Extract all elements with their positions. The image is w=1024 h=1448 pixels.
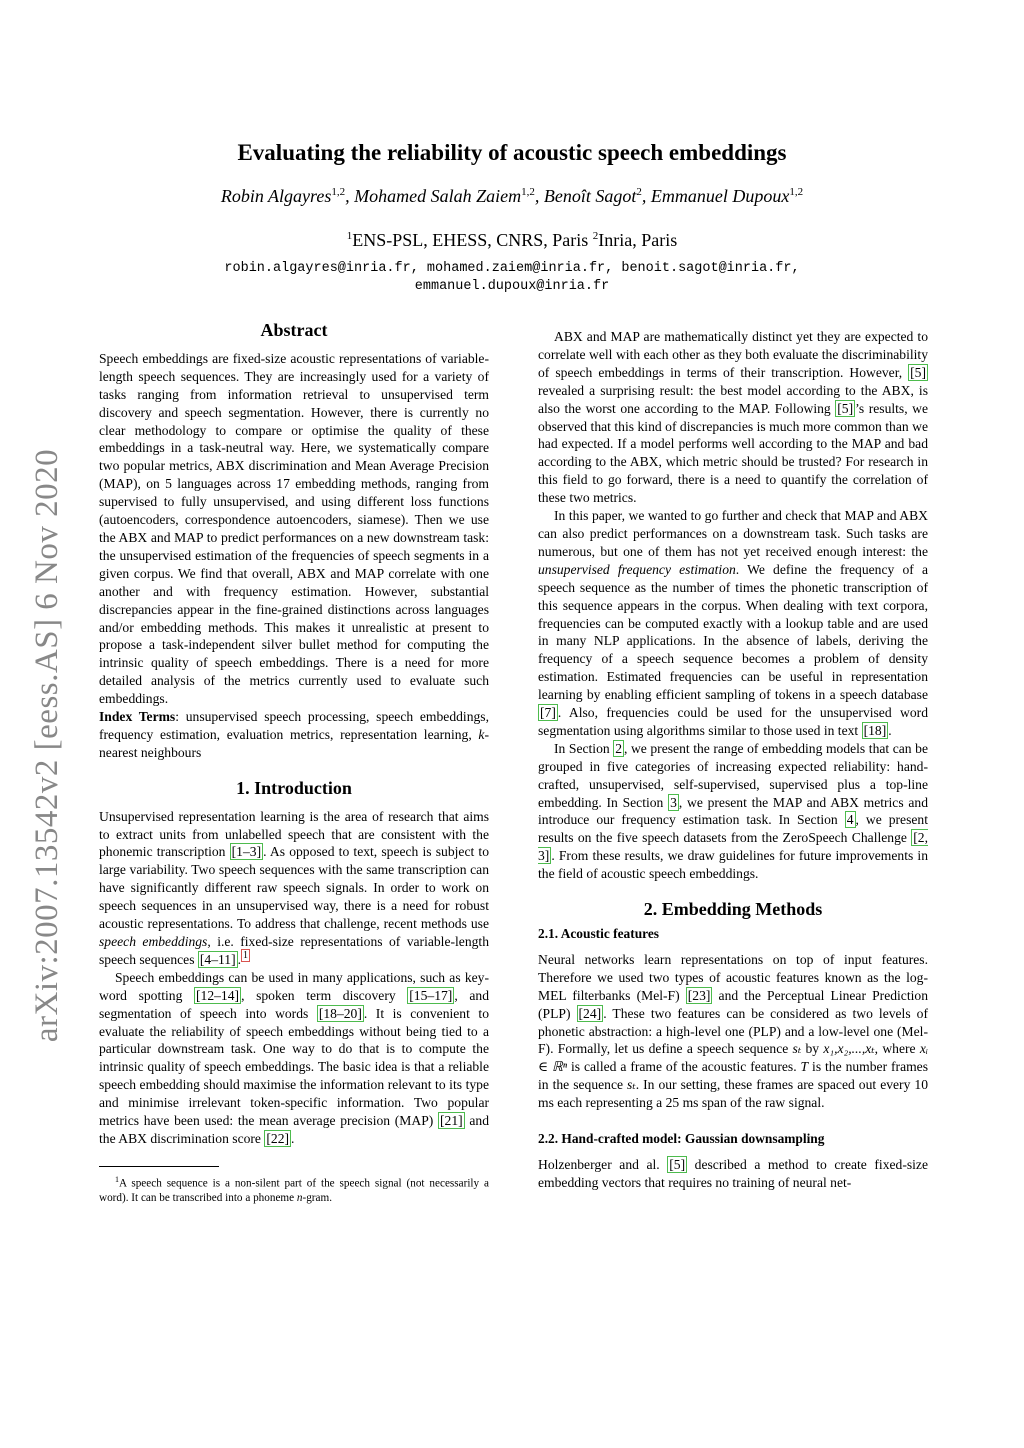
citation-link[interactable]: [2, 3] [538, 830, 928, 864]
section-ref-link[interactable]: 3 [670, 794, 677, 810]
author-emails [100, 260, 924, 296]
introduction-heading: 1. Introduction [236, 777, 352, 798]
citation-link[interactable]: [5] [910, 364, 926, 380]
left-column [99, 322, 489, 1206]
intro-paragraph-2: Speech embeddings can be used in many applications, such as key-word spotting [12–14] , spoken term discovery [15–17] , and segmentation of speech into words [18–20] . It is convenient to evaluate the reliability of speech embeddings without being tied to a particular downstream task. One way to do that is to compute the intrinsic quality of speech embeddings. The basic idea is that a reliable speech embedding should maximise the information relevant to its type and minimise irrelevant token-specific information. Two popular metrics have been used: the mean average precision (MAP) [21] and the ABX discrimination score [22] . [99, 969, 490, 1146]
right-paragraph-1: ABX and MAP are mathematically distinct yet they are expected to correlate well with each other as they both evaluate the discriminability of speech embeddings in terms of their transcription. However, [5] revealed a surprising result: the best model according to the ABX, is also the worst one according to the MAP. Following [5] ’s results, we observed that this kind of discrepancies is much more common than we had expected. If a model performs well according to the MAP and bad according to the ABX, which metric should be trusted? For research in this field to go forward, there is a need to quantify the correlation of these two metrics. [538, 329, 928, 506]
citation-link[interactable]: [5] [669, 1156, 686, 1172]
right-paragraph-5: Holzenberger and al. [5] described a method to create fixed-size embedding vectors that requires no training of neural net- [538, 1156, 928, 1190]
email-line: robin.algayres@inria.fr, mohamed.zaiem@inria.fr, benoit.sagot@inria.fr, [224, 261, 800, 276]
intro-paragraph-1: Unsupervised representation learning is the area of research that aims to extract units from unlabelled speech that are consistent with the phonemic transcription [1–3] . As opposed to text, speech is subject to large variability. Two speech sequences with the same transcription can have significantly different raw speech signals. In order to work on speech sequences in an unsupervised way, there is a need for robust acoustic representations. To address that challenge, recent methods use speech embeddings, i.e. fixed-size representations of variable-length speech sequences [4–11] . $^1$ [99, 808, 489, 967]
right-paragraph-3: In Section 2 , we present the range of embedding models that can be grouped in five categories of increasing expected reliability: hand-crafted, unsupervised, self-supervised, supervised plus a top-line embedding. In Section 3 , we present the MAP and ABX metrics and introduce our frequency estimation task. In Section 4 , we present results on the five speech datasets from the ZeroSpeech Challenge [2, 3] . From these results, we draw guidelines for future improvements in the field of acoustic speech embeddings. [538, 740, 928, 882]
citation-link[interactable]: [1–3] [231, 844, 262, 860]
footnote-link[interactable]: 1 [243, 950, 249, 962]
author: Robin Algayres$^{1,2}$, [220, 186, 355, 206]
citation-link[interactable]: [23] [687, 987, 711, 1003]
citation-link[interactable]: [15–17] [409, 987, 453, 1003]
citation-link[interactable]: [5] [837, 400, 854, 416]
subsection-acoustic-features: 2.1. Acoustic features [538, 926, 659, 941]
footnote: $^1$A speech sequence is a non-silent part of the speech signal (not necessarily a word). It can be transcribed into a phoneme n-gram. [99, 1174, 489, 1205]
citation-link[interactable]: [18–20] [318, 1005, 362, 1021]
abstract-text: Speech embeddings are fixed-size acoustic representations of variable-length speech sequences. They are increasingly used for a variety of tasks ranging from information retrieval to unsupervised term discovery and speech segmentation. However, there is currently no clear methodology to compare or optimise the quality of these embeddings in a task-neutral way. Here, we systematically compare two popular metrics, ABX discrimination and Mean Average Precision (MAP), on 5 languages across 17 embedding methods, ranging from supervised to fully unsupervised, and using different loss functions (autoencoders, correspondence autoencoders, siamese). Then we use the ABX and MAP to predict performances on a new downstream task: the unsupervised estimation of the frequencies of speech segments in a given corpus. We find that overall, ABX and MAP correlate with one another and with frequency estimation. However, substantial discrepancies appear in the fine-grained distinctions across languages and/or embedding methods. This makes it unrealistic at present to propose a task-independent silver bullet method for computing the intrinsic quality of speech embeddings. There is a need for more detailed analysis of the metrics currently used to evaluate such embeddings. [99, 350, 489, 707]
paper-title: Evaluating the reliability of acoustic speech embeddings [237, 140, 787, 165]
author: Mohamed Salah Zaiem$^{1,2}$, [354, 186, 544, 206]
index-terms: Index Terms: unsupervised speech processing, speech embeddings, frequency estimation, evaluation metrics, representation learning, k-nearest neighbours [99, 709, 489, 760]
author: Emmanuel Dupoux$^{1,2}$ [650, 186, 804, 206]
arxiv-stamp [8, 420, 88, 1070]
author-list [80, 186, 944, 207]
abstract-heading: Abstract [260, 320, 328, 340]
citation-link[interactable]: [12–14] [196, 987, 240, 1003]
section-ref-link[interactable]: 4 [846, 812, 854, 828]
author: Benoît Sagot$^2$, [543, 186, 651, 206]
right-paragraph-4: Neural networks learn representations on top of input features. Therefore we used two types of acoustic features known as the log-MEL filterbanks (Mel-F) [23] and the Perceptual Linear Prediction (PLP) [24] . These two features can be considered as two levels of phonetic abstraction: a high-level one (PLP) and a low-level one (Mel-F). Formally, let us define a speech sequence sₜ by x₁,x₂,...,xₜ, where xᵢ ∈ ℝⁿ is called a frame of the acoustic features. T is the number frames in the sequence sₜ. In our setting, these frames are spaced out every 10 ms each representing a 25 ms span of the raw signal. [538, 951, 929, 1111]
email-line: emmanuel.dupoux@inria.fr [414, 279, 610, 294]
citation-link[interactable]: [22] [266, 1130, 290, 1146]
citation-link[interactable]: [24] [578, 1005, 602, 1021]
section-ref-link[interactable]: 2 [615, 740, 623, 756]
right-column [538, 328, 928, 1192]
subsection-hand-crafted-model: 2.2. Hand-crafted model: Gaussian downsampling [538, 1131, 825, 1147]
footnote-divider [99, 1166, 219, 1167]
embedding-methods-heading: 2. Embedding Methods [643, 899, 823, 920]
right-paragraph-2: In this paper, we wanted to go further and check that MAP and ABX can also predict performances on a downstream task. Such tasks are numerous, but one of them has not yet received enough interest: the unsupervised frequency estimation. We define the frequency of a speech sequence as the number of times the phonetic transcription of this sequence appears in the corpus. When dealing with text corpora, frequencies can be computed exactly with a lookup table and are used in many NLP applications. In the absence of labels, deriving the frequency of a speech sequence becomes a problem of density estimation. Estimated frequencies can be useful in representation learning by enabling efficient sampling of tokens in a speech database [7] . Also, frequencies could be used for the unsupervised word segmentation using algorithms similar to those used in text [18] . [538, 508, 928, 738]
citation-link[interactable]: [4–11] [199, 951, 236, 967]
arxiv-identifier: arXiv:2007.13542v2 [eess.AS] 6 Nov 2020 [29, 448, 66, 1042]
citation-link[interactable]: [21] [440, 1113, 463, 1129]
affiliations: $^1$ENS-PSL, EHESS, CNRS, Paris $^2$Inria, Paris [346, 230, 678, 250]
citation-link[interactable]: [7] [540, 705, 556, 721]
citation-link[interactable]: [18] [863, 722, 887, 738]
